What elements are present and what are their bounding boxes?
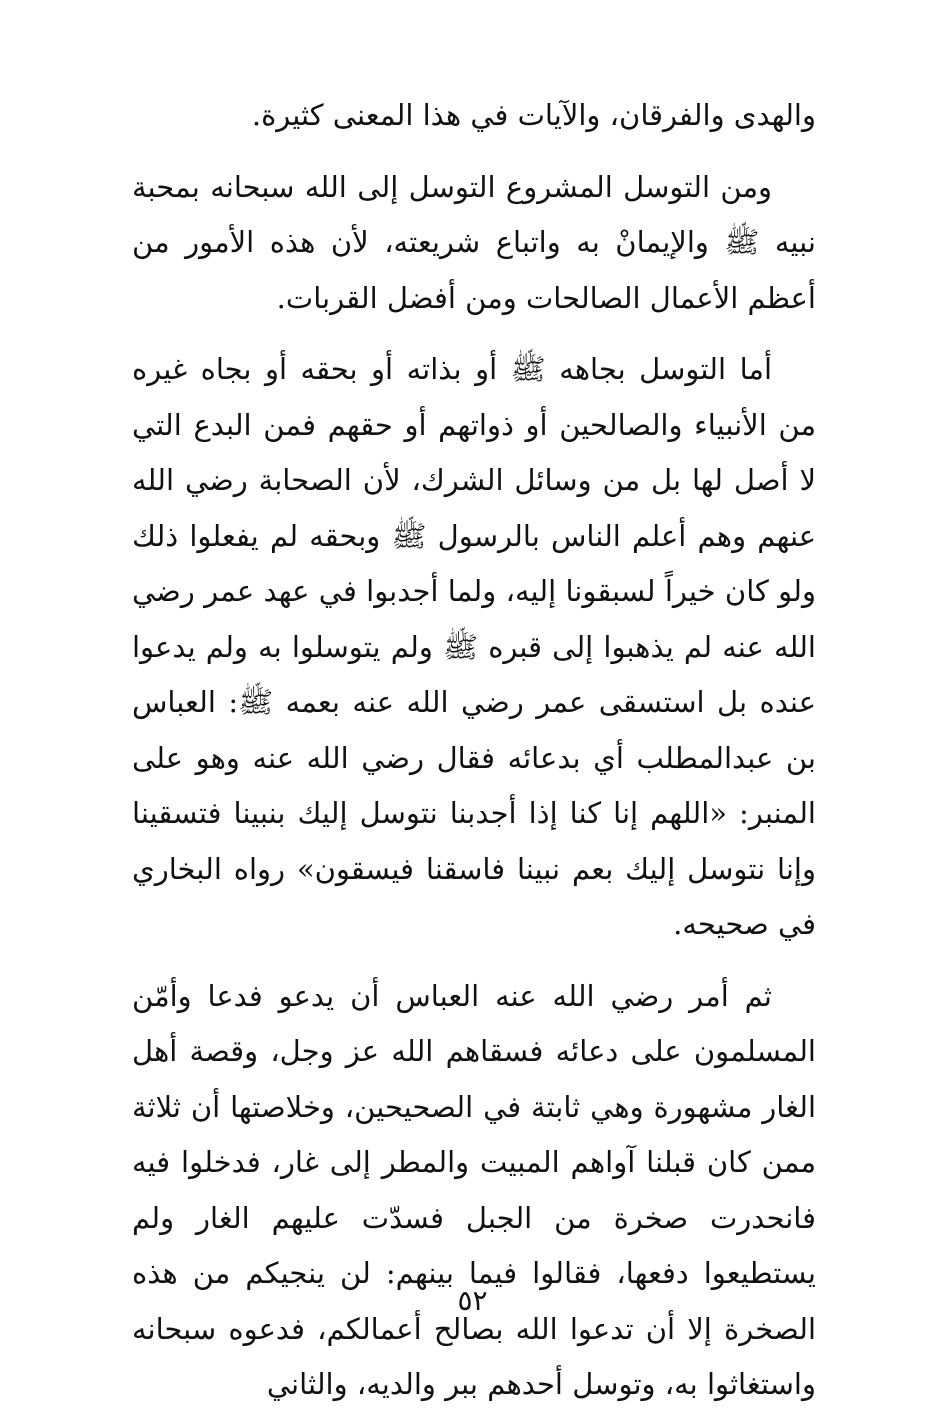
paragraph-1: والهدى والفرقان، والآيات في هذا المعنى كثيرة. <box>251 98 816 132</box>
paragraph-2: ومن التوسل المشروع التوسل إلى الله سبحانه بمحبة نبيه ﷺ والإيمانْ به واتباع شريعته، لأن هذه الأمور من أعظم الأعمال الصالحات ومن أفضل القربات. <box>132 169 816 315</box>
paragraph-4: ثم أمر رضي الله عنه العباس أن يدعو فدعا وأمّن المسلمون على دعائه فسقاهم الله عز وجل، وقصة أهل الغار مشهورة وهي ثابتة في الصحيحين، وخلاصتها أن ثلاثة ممن كان قبلنا آواهم المبيت والمطر إلى غار، فدخلوا فيه فانحدرت صخرة من الجبل فسدّت عليهم الغار ولم يستطيعوا دفعها، فقالوا فيما بينهم: لن ينجيكم من هذه الصخرة إلا أن تدعوا الله بصالح أعمالكم، فدعوه سبحانه واستغاثوا به، وتوسل أحدهم ببر والديه، والثاني <box>132 978 816 1401</box>
page-number: ٥٢ <box>457 1284 488 1317</box>
paragraph-3: أما التوسل بجاهه ﷺ أو بذاته أو بحقه أو بجاه غيره من الأنبياء والصالحين أو ذواتهم أو حقهم فمن البدع التي لا أصل لها بل من وسائل الشرك، لأن الصحابة رضي الله عنهم وهم أعلم الناس بالرسول ﷺ وبحقه لم يفعلوا ذلك ولو كان خيراً لسبقونا إليه، ولما أجدبوا في عهد عمر رضي الله عنه لم يذهبوا إلى قبره ﷺ ولم يتوسلوا به ولم يدعوا عنده بل استسقى عمر رضي الله عنه بعمه ﷺ: العباس بن عبدالمطلب أي بدعائه فقال رضي الله عنه وهو على المنبر: «اللهم إنا كنا إذا أجدبنا نتوسل إليك بنبينا فتسقينا وإنا نتوسل إليك بعم نبينا فاسقنا فيسقون» رواه البخاري في صحيحه. <box>132 352 816 941</box>
page-body <box>132 88 816 1413</box>
